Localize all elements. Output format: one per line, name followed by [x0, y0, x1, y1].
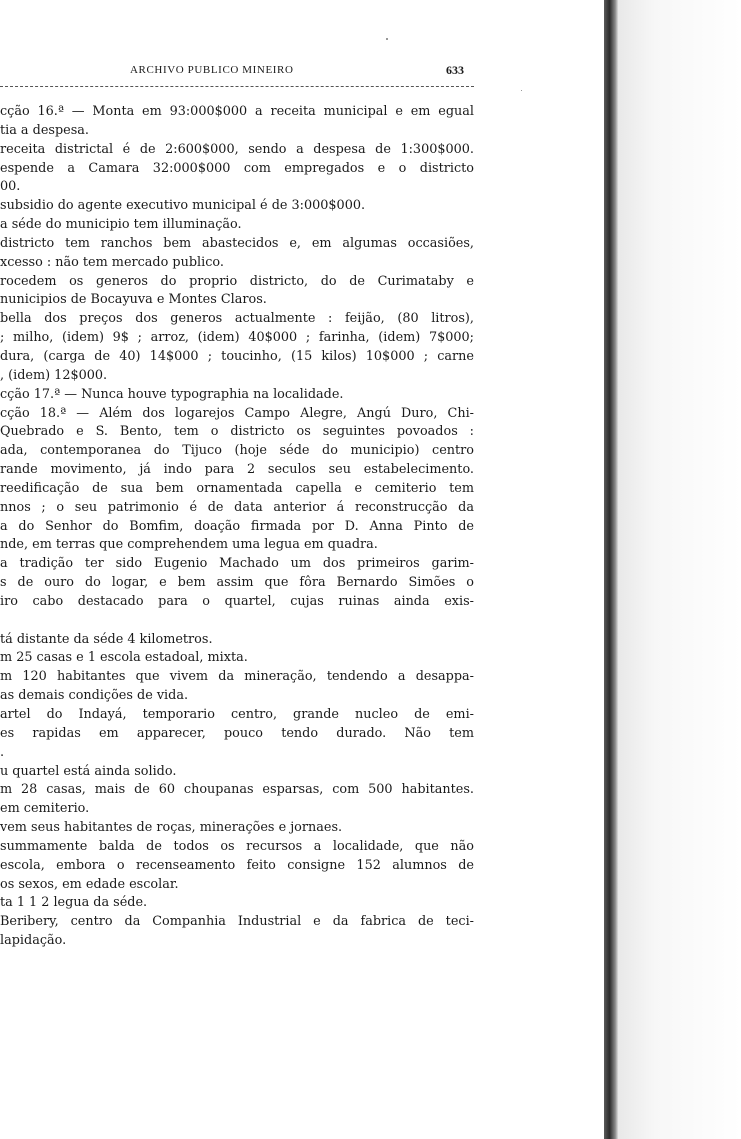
text-line: lapidação.	[0, 933, 67, 949]
text-line: tia a despesa.	[0, 122, 89, 138]
text-line: cção 16.ª — Monta em 93:000$000 a receita municipal e em egual	[0, 104, 474, 119]
paper-speck	[386, 38, 388, 40]
text-line: nde, em terras que comprehendem uma legua em quadra.	[0, 537, 378, 553]
running-title: ARCHIVO PUBLICO MINEIRO	[130, 64, 294, 76]
text-line: xcesso : não tem mercado publico.	[0, 254, 224, 270]
text-line: tá distante da séde 4 kilometros.	[0, 631, 213, 647]
text-line: es rapidas em apparecer, pouco tendo durado. Não tem	[0, 725, 474, 741]
text-line: Beribery, centro da Companhia Industrial e da fabrica de teci-	[0, 914, 474, 930]
paper-speck	[521, 90, 522, 91]
text-line: artel do Indayá, temporario centro, grande nucleo de emi-	[0, 707, 474, 722]
book-gutter	[604, 0, 618, 1139]
page-header	[0, 64, 472, 84]
text-line: ada, contemporanea do Tijuco (hoje séde do municipio) centro	[0, 443, 474, 459]
text-line: cção 17.ª — Nunca houve typographia na localidade.	[0, 386, 344, 402]
text-line: dura, (carga de 40) 14$000 ; toucinho, (15 kilos) 10$000 ; carne	[0, 348, 474, 364]
text-line: m 25 casas e 1 escola estadoal, mixta.	[0, 650, 248, 666]
text-line: .	[0, 744, 5, 760]
text-line	[0, 612, 474, 631]
text-line: nnos ; o seu patrimonio é de data anterior á reconstrucção da	[0, 499, 474, 515]
text-line: u quartel está ainda solido.	[0, 763, 177, 779]
text-line: ta 1 1 2 legua da séde.	[0, 895, 148, 911]
header-rule	[0, 86, 474, 87]
page-number: 633	[446, 63, 464, 77]
text-line: s de ouro do logar, e bem assim que fôra Bernardo Simões o	[0, 575, 474, 591]
text-line: rande movimento, já indo para 2 seculos seu estabelecimento.	[0, 462, 474, 478]
text-line: Quebrado e S. Bento, tem o districto os seguintes povoados :	[0, 424, 474, 440]
text-line: escola, embora o recenseamento feito consigne 152 alumnos de	[0, 857, 474, 873]
text-line: m 120 habitantes que vivem da mineração, tendendo a desappa-	[0, 669, 474, 685]
body-text	[0, 103, 474, 951]
text-line: espende a Camara 32:000$000 com empregados e o districto	[0, 160, 474, 176]
text-line: a séde do municipio tem illuminação.	[0, 217, 242, 233]
text-line: subsidio do agente executivo municipal é de 3:000$000.	[0, 198, 366, 214]
text-line: summamente balda de todos os recursos a localidade, que não	[0, 838, 474, 854]
text-line: receita districtal é de 2:600$000, sendo a despesa de 1:300$000.	[0, 141, 474, 157]
text-line: rocedem os generos do proprio districto, do de Curimataby e	[0, 273, 474, 289]
text-line: m 28 casas, mais de 60 choupanas esparsas, com 500 habitantes.	[0, 782, 474, 798]
text-line: as demais condições de vida.	[0, 688, 189, 704]
text-line: iro cabo destacado para o quartel, cujas ruinas ainda exis-	[0, 593, 474, 609]
text-line: a tradição ter sido Eugenio Machado um dos primeiros garim-	[0, 556, 474, 572]
text-line: bella dos preços dos generos actualmente : feijão, (80 litros),	[0, 311, 474, 327]
text-line: 00.	[0, 179, 21, 195]
text-line: cção 18.ª — Além dos logarejos Campo Alegre, Angú Duro, Chi-	[0, 405, 474, 421]
text-line: reedificação de sua bem ornamentada capella e cemiterio tem	[0, 480, 474, 496]
text-line: vem seus habitantes de roças, minerações e jornaes.	[0, 820, 343, 836]
text-line: ; milho, (idem) 9$ ; arroz, (idem) 40$000 ; farinha, (idem) 7$000;	[0, 330, 474, 346]
page-edge-shadow	[618, 0, 741, 1139]
text-line: nunicipios de Bocayuva e Montes Claros.	[0, 292, 267, 308]
text-line: os sexos, em edade escolar.	[0, 876, 179, 892]
text-line: em cemiterio.	[0, 801, 90, 817]
text-line: districto tem ranchos bem abastecidos e, em algumas occasiões,	[0, 235, 474, 251]
text-line: , (idem) 12$000.	[0, 367, 108, 383]
text-line: a do Senhor do Bomfim, doação firmada por D. Anna Pinto de	[0, 518, 474, 534]
